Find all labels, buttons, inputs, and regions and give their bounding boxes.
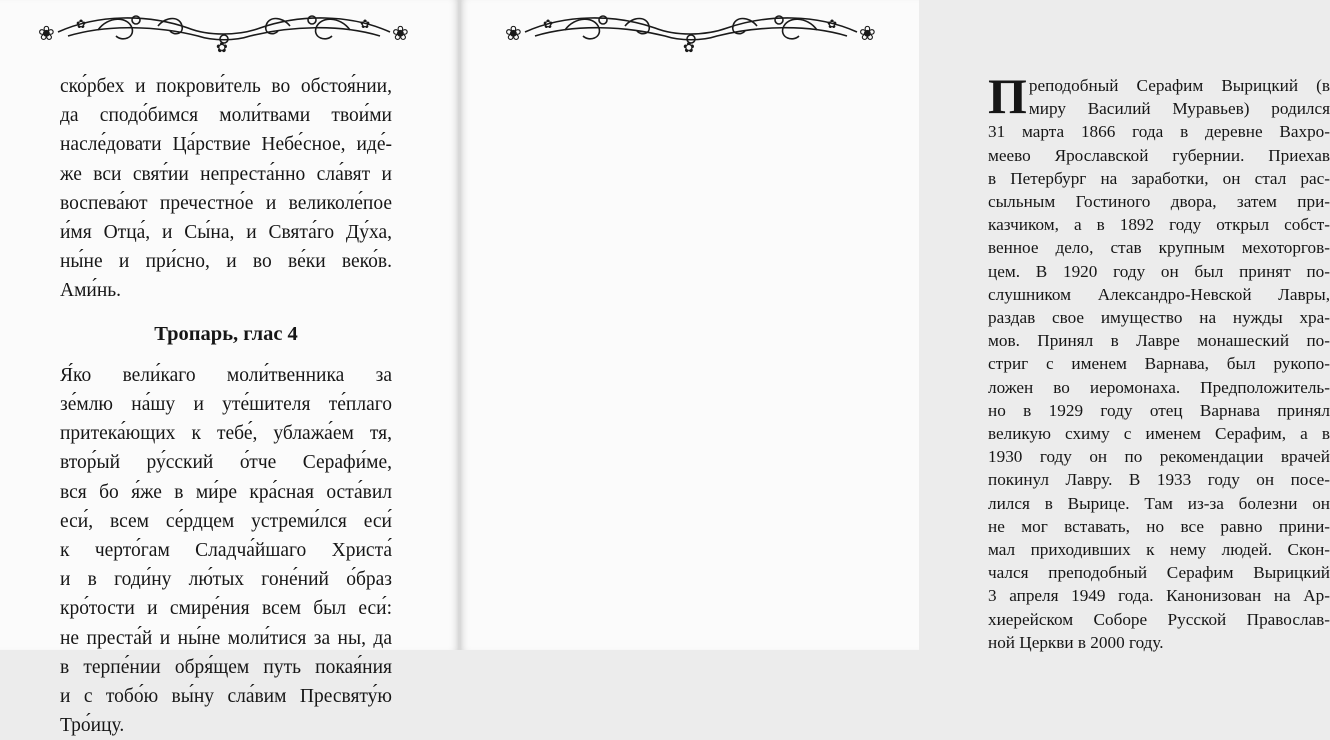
text-line: Я́ко вели́каго моли́твенника за bbox=[60, 364, 392, 386]
text-line: притека́ющих к тебе́, ублажа́ем тя, bbox=[60, 423, 392, 445]
text-line: не преста́й и ны́не моли́тися за ны, да bbox=[60, 627, 392, 649]
text-line: великую схиму с именем Серафим, а в bbox=[988, 424, 1330, 444]
text-line: в терпе́нии обря́щем путь покая́ния bbox=[60, 656, 392, 678]
text-line: еси́, всем се́рдцем устреми́лся еси́ bbox=[60, 510, 392, 532]
biography-text bbox=[988, 68, 1330, 654]
text-line: 1930 году он по рекомендации врачей bbox=[988, 447, 1330, 467]
svg-text:✿: ✿ bbox=[360, 17, 371, 31]
text-line: 31 марта 1866 года в деревне Вахро- bbox=[988, 122, 1330, 142]
text-line: и в годи́ну лю́тых гоне́ний о́браз bbox=[60, 569, 392, 591]
text-line: мов. Принял в Лавре монашеский по- bbox=[988, 331, 1330, 351]
text-line: втор́ый ру́сский о́тче Серафи́ме, bbox=[60, 452, 392, 474]
svg-text:✿: ✿ bbox=[543, 17, 554, 31]
svg-text:✿: ✿ bbox=[683, 40, 695, 56]
text-line: реподобный Серафим Вырицкий (в bbox=[1028, 76, 1330, 95]
text-line: Тро́ицу. bbox=[60, 715, 125, 737]
text-line: в Петербург на заработки, он стал рас- bbox=[988, 168, 1330, 188]
text-line: да сподо́бимся моли́твами твои́ми bbox=[60, 105, 392, 127]
svg-text:✿: ✿ bbox=[827, 17, 838, 31]
right-page bbox=[461, 0, 1330, 652]
text-line: Ами́нь. bbox=[60, 280, 122, 302]
text-line: ложен во иеромонаха. Предположитель- bbox=[988, 377, 1330, 397]
left-page bbox=[0, 0, 458, 737]
text-line: цем. В 1920 году он был принят по- bbox=[988, 261, 1330, 281]
svg-text:❀: ❀ bbox=[38, 21, 55, 45]
text-line: стриг с именем Варнава, был рукопо- bbox=[988, 354, 1330, 374]
text-line: и́мя Отца́, и Сы́на, и Свята́го Ду́ха, bbox=[60, 222, 392, 244]
floral-ornament-icon bbox=[38, 6, 410, 56]
text-line: ной Церкви в 2000 году. bbox=[988, 632, 1164, 652]
text-line: чался преподобный Серафим Вырицкий bbox=[988, 563, 1330, 583]
text-line: и с тобо́ю вы́ну сла́вим Пресвяту́ю bbox=[60, 686, 392, 708]
text-line: не мог вставать, но все равно прини- bbox=[988, 516, 1330, 536]
text-line: зе́млю на́шу и уте́шителя те́плаго bbox=[60, 394, 392, 416]
text-line: ны́не и при́сно, и во ве́ки веко́в. bbox=[60, 251, 392, 273]
text-line: слушником Александро-Невской Лавры, bbox=[988, 284, 1330, 304]
svg-text:✿: ✿ bbox=[216, 40, 228, 56]
svg-text:✿: ✿ bbox=[76, 17, 87, 31]
text-line: покинул Лавру. В 1933 году он посе- bbox=[988, 470, 1330, 490]
text-line: к черто́гам Сладча́йшаго Христа́ bbox=[60, 540, 392, 562]
text-line: раздав свое имущество на нужды хра- bbox=[988, 308, 1330, 328]
text-line: насле́довати Ца́рствие Небе́сное, иде́- bbox=[60, 134, 392, 156]
svg-text:❀: ❀ bbox=[859, 21, 876, 45]
text-line: воспева́ют пречестно́е и великоле́пое bbox=[60, 192, 392, 214]
svg-text:❀: ❀ bbox=[392, 21, 409, 45]
troparion-heading: Тропарь, глас 4 bbox=[154, 322, 298, 345]
text-line: миру Василий Муравьев) родился bbox=[1028, 99, 1330, 119]
floral-ornament-icon bbox=[505, 6, 877, 56]
text-line: хиерейском Соборе Русской Православ- bbox=[988, 609, 1330, 629]
text-line: мал приходивших к нему людей. Скон- bbox=[988, 540, 1330, 560]
text-line: но в 1929 году отец Варнава принял bbox=[988, 400, 1330, 420]
text-line: казчиком, а в 1892 году открыл собст- bbox=[988, 215, 1330, 235]
text-line: лился в Вырице. Там из-за болезни он bbox=[988, 493, 1330, 513]
text-line: сыльным Гостиного двора, затем при- bbox=[988, 192, 1330, 212]
left-page-text bbox=[60, 72, 392, 740]
text-line: ско́рбех и покрови́тель во обстоя́нии, bbox=[60, 76, 392, 97]
text-line: 3 апреля 1949 года. Канонизован на Ар- bbox=[988, 586, 1330, 606]
text-line: меево Ярославской губернии. Приехав bbox=[988, 145, 1330, 165]
text-line: вся бо я́же в ми́ре кра́сная оста́вил bbox=[60, 481, 392, 503]
drop-cap: П bbox=[988, 68, 1027, 124]
text-line: венное дело, став крупным мехоторгов- bbox=[988, 238, 1330, 258]
svg-text:❀: ❀ bbox=[505, 21, 522, 45]
text-line: же вси свят́ии непреста́нно сла́вят и bbox=[60, 163, 392, 185]
text-line: кро́тости и смире́ния всем был еси́: bbox=[60, 598, 392, 620]
